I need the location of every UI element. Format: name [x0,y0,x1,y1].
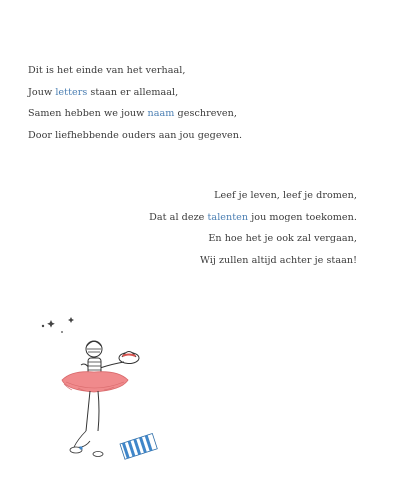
poem-line [28,125,242,147]
poem-line [149,250,357,272]
girl-in-tutu-illustration [34,316,164,476]
poem-line [28,103,242,125]
line-text: Jouw [28,86,56,98]
legs [74,431,90,447]
poem-line [28,82,242,104]
line-text: Dat al deze [149,211,208,223]
poem-line [149,185,357,207]
poem-line [149,207,357,229]
highlight-word: letters [55,86,88,98]
line-text: staan er allemaal, [87,86,179,98]
striped-towel [120,433,157,459]
line-text: Leef je leven, leef je dromen, [214,190,357,201]
sparkle-dot [42,325,44,327]
legs [86,391,99,431]
line-text: Samen hebben we jouw [28,108,148,119]
line-text: En hoe het je ook zal vergaan, [208,233,357,244]
line-text: Dit is het einde van het verhaal, [28,65,186,76]
pink-tutu [62,372,128,392]
highlight-word: naam [147,108,175,119]
line-text: jou mogen toekomen. [248,211,357,223]
line-text: Wij zullen altijd achter je staan! [199,254,357,266]
line-text: geschreven, [174,108,237,119]
poem-line [149,228,357,250]
poem-verse-2 [149,185,357,271]
sparkle-icon [47,320,55,328]
girl-head [86,341,102,357]
poem-line [28,60,242,82]
poem-verse-1 [28,60,242,146]
hat-icon [119,352,139,364]
shoes-icon [70,446,103,456]
arm [100,362,124,368]
highlight-word: talenten [207,211,249,223]
line-text: Door liefhebbende ouders aan jou gegeven. [28,129,243,141]
sparkle-icon [68,317,74,323]
sparkle-dot [61,331,63,333]
